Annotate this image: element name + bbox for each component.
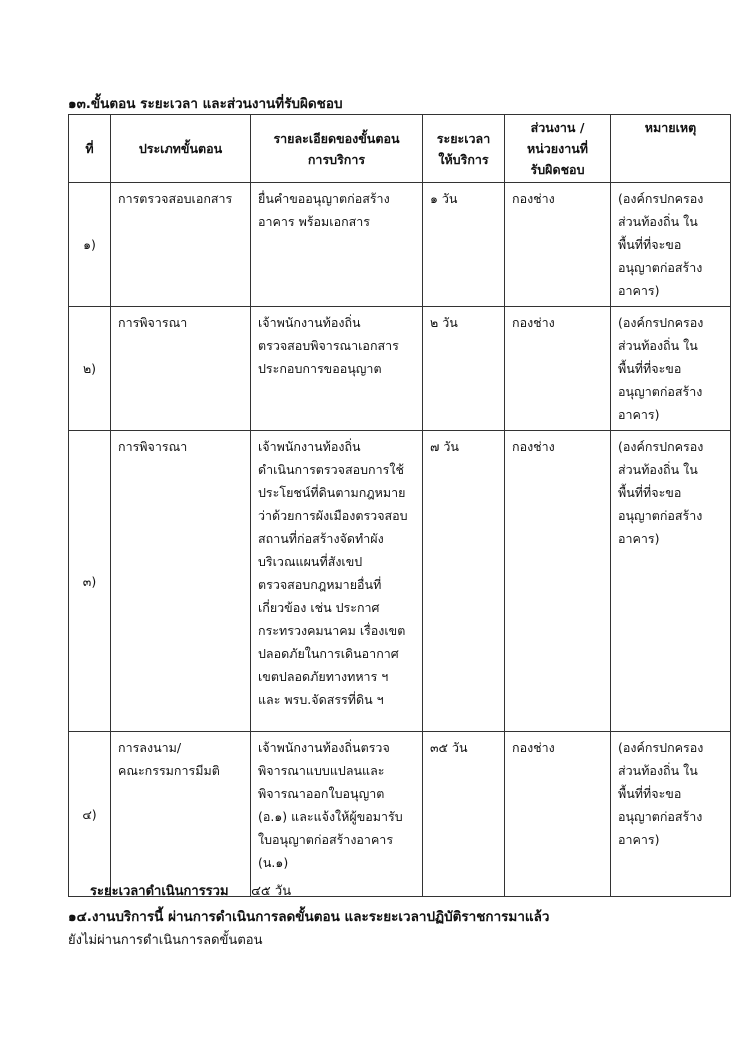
header-step-detail: รายละเอียดของขั้นตอน การบริการ (251, 115, 423, 183)
row-number: ๔) (69, 732, 111, 897)
step-responsible-unit: กองช่าง (505, 431, 611, 732)
procedure-steps-table (68, 114, 731, 897)
row-number: ๓) (69, 431, 111, 732)
header-number: ที่ (69, 115, 111, 183)
row-number: ๑) (69, 183, 111, 307)
step-detail: เจ้าพนักงานท้องถิ่นตรวจ พิจารณาแบบแปลนและ พิจารณาออกใบอนุญาต (อ.๑) และแจ้งให้ผู้ขอมารับ ใบอนุญาตก่อสร้างอาคาร (น.๑) (251, 732, 423, 897)
table-header-row (69, 115, 731, 183)
total-duration (90, 880, 291, 901)
step-type: การลงนาม/ คณะกรรมการมีมติ (111, 732, 251, 897)
step-duration: ๑ วัน (423, 183, 505, 307)
table-row (69, 732, 731, 897)
header-duration: ระยะเวลา ให้บริการ (423, 115, 505, 183)
section-13-title: ๑๓.ขั้นตอน ระยะเวลา และส่วนงานที่รับผิดชอบ (68, 96, 343, 112)
row-number: ๒) (69, 307, 111, 431)
header-remarks: หมายเหตุ (611, 115, 731, 183)
step-responsible-unit: กองช่าง (505, 307, 611, 431)
step-remarks: (องค์กรปกครอง ส่วนท้องถิ่น ใน พื้นที่ที่จะขอ อนุญาตก่อสร้าง อาคาร) (611, 732, 731, 897)
step-remarks: (องค์กรปกครอง ส่วนท้องถิ่น ใน พื้นที่ที่จะขอ อนุญาตก่อสร้าง อาคาร) (611, 431, 731, 732)
step-detail: เจ้าพนักงานท้องถิ่น ตรวจสอบพิจารณาเอกสาร ประกอบการขออนุญาต (251, 307, 423, 431)
header-responsible-unit: ส่วนงาน / หน่วยงานที่ รับผิดชอบ (505, 115, 611, 183)
section-14-status: ยังไม่ผ่านการดำเนินการลดขั้นตอน (68, 933, 263, 948)
step-responsible-unit: กองช่าง (505, 732, 611, 897)
step-duration: ๗ วัน (423, 431, 505, 732)
step-duration: ๓๕ วัน (423, 732, 505, 897)
table-row (69, 183, 731, 307)
step-detail: ยื่นคำขออนุญาตก่อสร้าง อาคาร พร้อมเอกสาร (251, 183, 423, 307)
step-responsible-unit: กองช่าง (505, 183, 611, 307)
table-row (69, 307, 731, 431)
step-type: การพิจารณา (111, 307, 251, 431)
total-duration-value: ๔๕ วัน (251, 884, 292, 899)
step-type: การพิจารณา (111, 431, 251, 732)
header-step-type: ประเภทขั้นตอน (111, 115, 251, 183)
step-remarks: (องค์กรปกครอง ส่วนท้องถิ่น ใน พื้นที่ที่จะขอ อนุญาตก่อสร้าง อาคาร) (611, 183, 731, 307)
step-type: การตรวจสอบเอกสาร (111, 183, 251, 307)
step-remarks: (องค์กรปกครอง ส่วนท้องถิ่น ใน พื้นที่ที่จะขอ อนุญาตก่อสร้าง อาคาร) (611, 307, 731, 431)
table-row (69, 431, 731, 732)
section-14-title: ๑๔.งานบริการนี้ ผ่านการดำเนินการลดขั้นตอน และระยะเวลาปฏิบัติราชการมาแล้ว (68, 909, 550, 925)
total-duration-label: ระยะเวลาดำเนินการรวม (90, 884, 229, 899)
step-duration: ๒ วัน (423, 307, 505, 431)
step-detail: เจ้าพนักงานท้องถิ่น ดำเนินการตรวจสอบการใช้ ประโยชน์ที่ดินตามกฎหมาย ว่าด้วยการผังเมืองตรวจสอบ สถานที่ก่อสร้างจัดทำผัง บริเวณแผนที่สังเขป ตรวจสอบกฎหมายอื่นที่ เกี่ยวข้อง เช่น ประกาศ กระทรวงคมนาคม เรื่องเขต ปลอดภัยในการเดินอากาศ เขตปลอดภัยทางทหาร ฯ และ พรบ.จัดสรรที่ดิน ฯ (251, 431, 423, 732)
